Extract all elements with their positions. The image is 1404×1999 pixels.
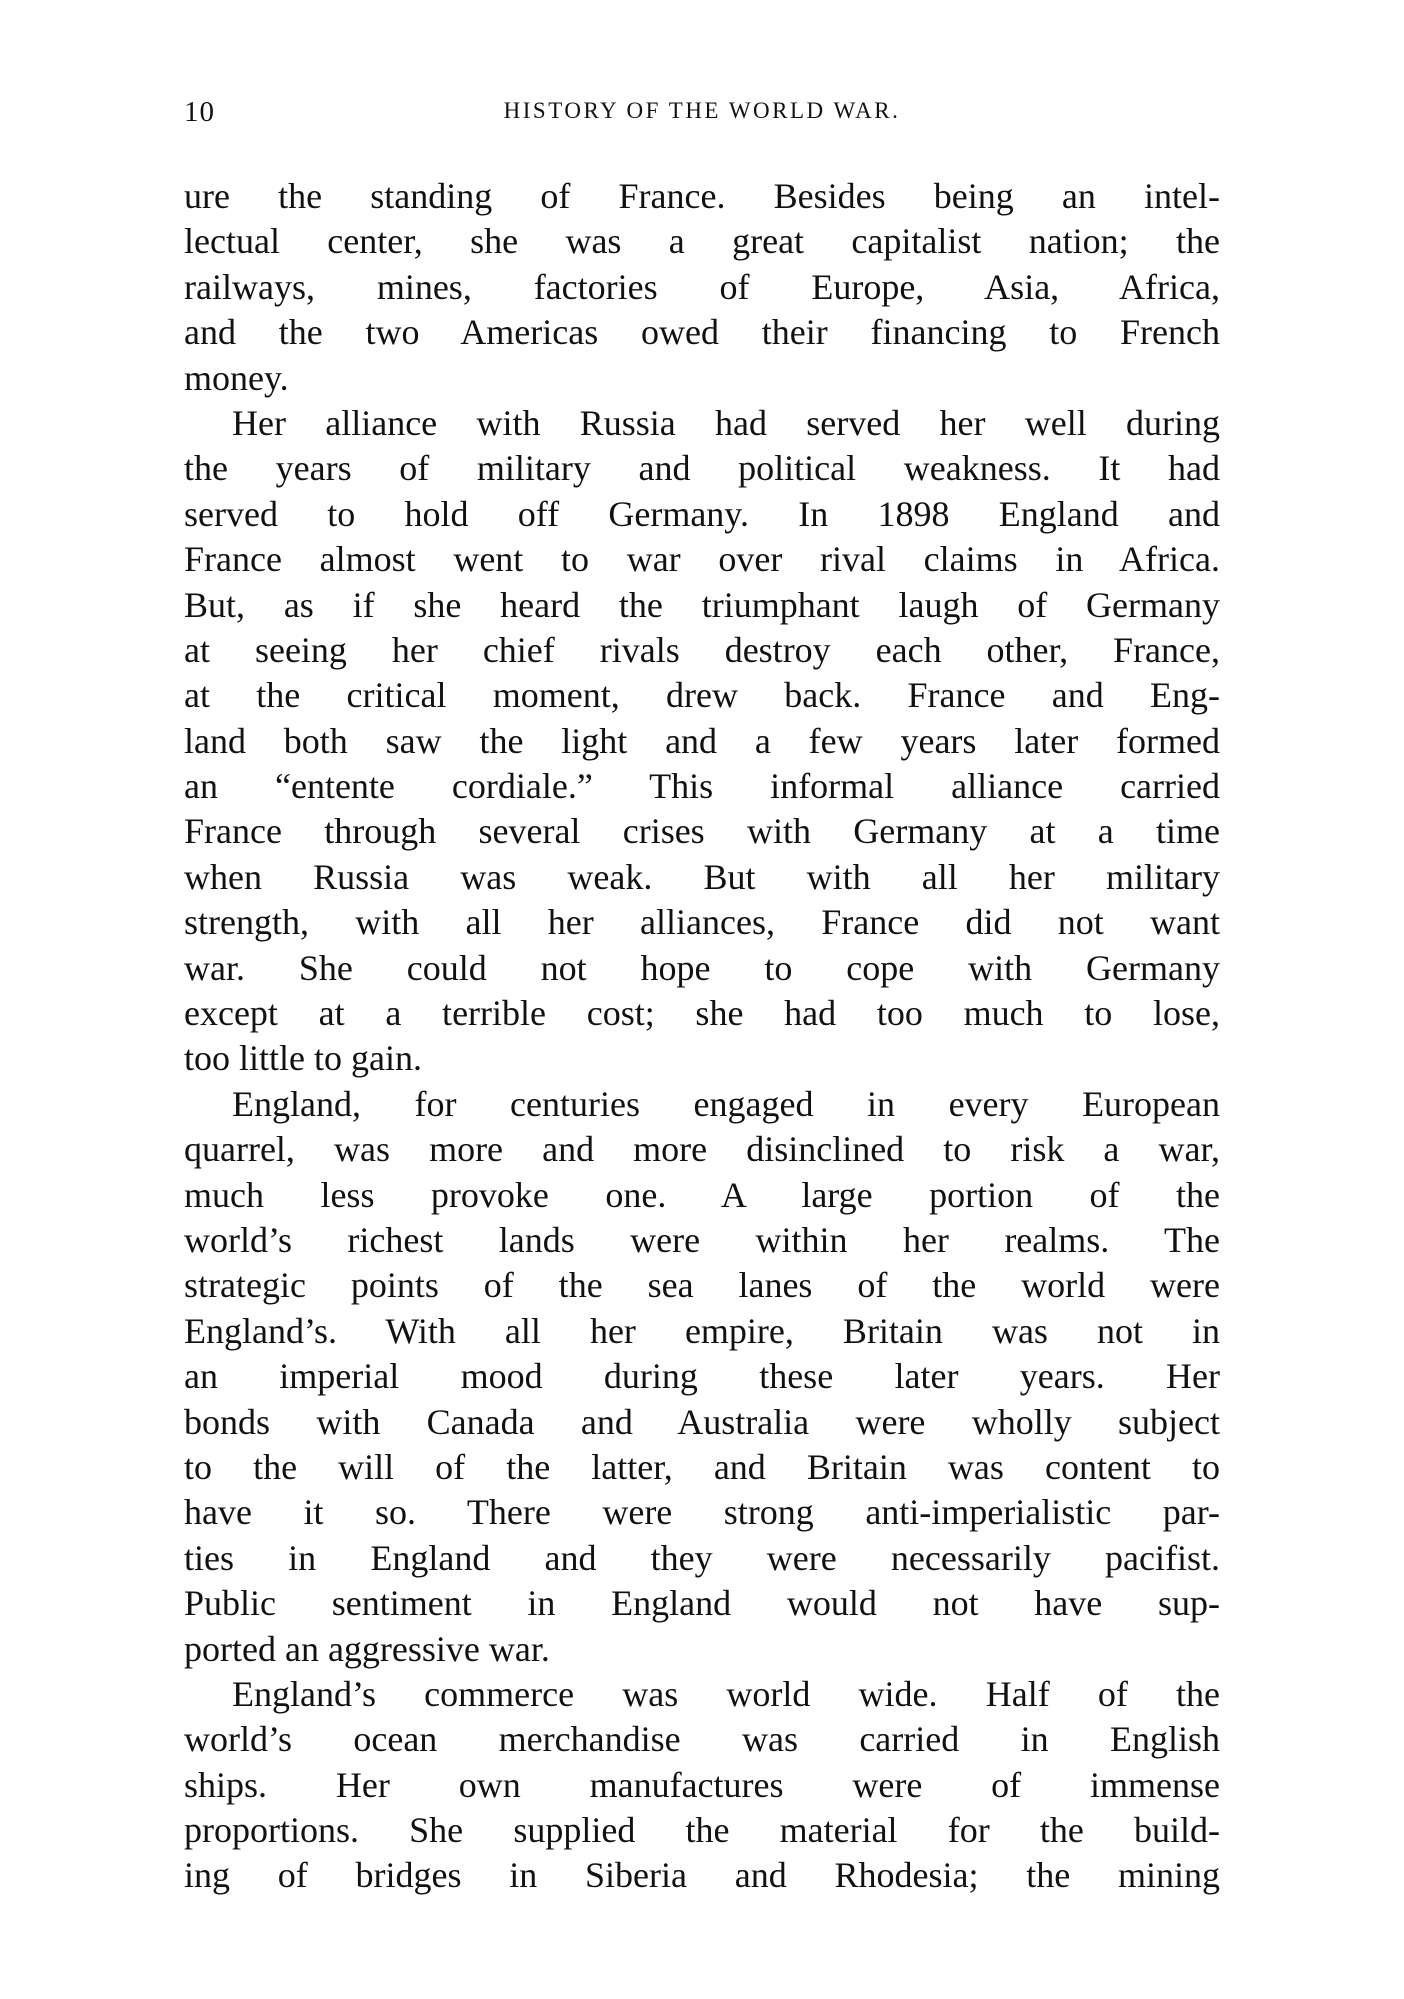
text-line: railways, mines, factories of Europe, Asia, Africa, [184,266,1220,307]
text-line: to the will of the latter, and Britain was content to [184,1446,1220,1487]
text-line: France almost went to war over rival claims in Africa. [184,539,1220,580]
text-line: war. She could not hope to cope with Germany [184,947,1220,988]
paragraph-first-line: Her alliance with Russia had served her well during [232,402,1220,443]
text-line: ported an aggressive war. [184,1628,550,1669]
text-line: proportions. She supplied the material for the build- [184,1810,1220,1851]
text-line: bonds with Canada and Australia were wholly subject [184,1401,1220,1442]
text-line: too little to gain. [184,1038,422,1079]
text-line: and the two Americas owed their financing to French [184,312,1220,353]
text-line: lectual center, she was a great capitalist nation; the [184,221,1220,262]
text-line: the years of military and political weakness. It had [184,448,1220,489]
paragraph-first-line: England’s commerce was world wide. Half of the [232,1673,1220,1714]
text-line: ties in England and they were necessarily pacifist. [184,1537,1220,1578]
text-line: ing of bridges in Siberia and Rhodesia; the mining [184,1855,1220,1896]
text-line: much less provoke one. A large portion of the [184,1174,1220,1215]
text-line: quarrel, was more and more disinclined to risk a war, [184,1129,1220,1170]
text-line: France through several crises with Germany at a time [184,811,1220,852]
text-line: when Russia was weak. But with all her military [184,856,1220,897]
page-number: 10 [184,96,215,128]
text-line: strategic points of the sea lanes of the world were [184,1265,1220,1306]
text-line: served to hold off Germany. In 1898 England and [184,493,1220,534]
text-line: Public sentiment in England would not have sup- [184,1583,1220,1624]
text-line: land both saw the light and a few years later formed [184,720,1220,761]
text-line: strength, with all her alliances, France did not want [184,902,1220,943]
text-line: ships. Her own manufactures were of immense [184,1764,1220,1805]
text-line: But, as if she heard the triumphant laugh of Germany [184,584,1220,625]
text-line: world’s richest lands were within her realms. The [184,1219,1220,1260]
page-header [184,96,1220,136]
text-line: world’s ocean merchandise was carried in English [184,1719,1220,1760]
text-line: money. [184,357,289,398]
text-line: an imperial mood during these later years. Her [184,1356,1220,1397]
body-text [184,174,1220,1899]
text-line: except at a terrible cost; she had too much to lose, [184,993,1220,1034]
paragraph-first-line: England, for centuries engaged in every European [232,1083,1220,1124]
text-line: England’s. With all her empire, Britain was not in [184,1310,1220,1351]
text-line: at seeing her chief rivals destroy each other, France, [184,629,1220,670]
running-head: HISTORY OF THE WORLD WAR. [503,98,901,123]
text-line: an “entente cordiale.” This informal alliance carried [184,766,1220,807]
text-line: have it so. There were strong anti-imperialistic par- [184,1492,1220,1533]
text-line: ure the standing of France. Besides being an intel- [184,176,1220,216]
text-line: at the critical moment, drew back. France and Eng- [184,675,1220,716]
